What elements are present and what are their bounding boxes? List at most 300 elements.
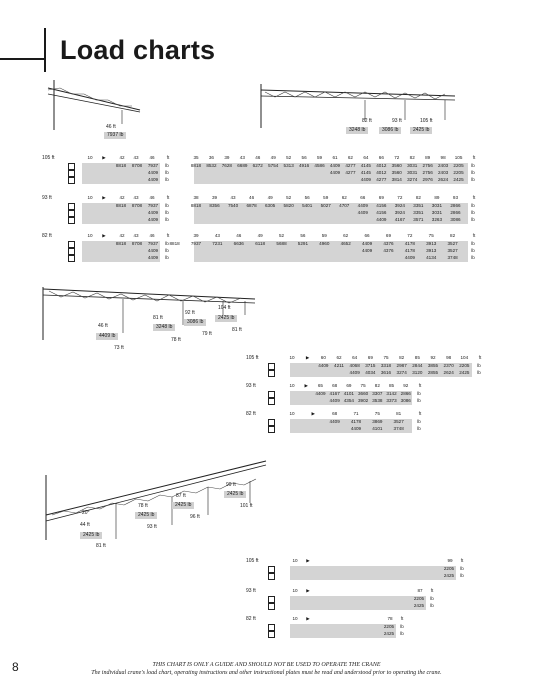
column-header: 64 [352,355,358,360]
page-number: 8 [12,660,19,674]
load-band [290,566,456,580]
load-value: 4376 [383,248,394,253]
unit: lb [165,163,169,168]
load-value: 4409 [318,363,329,368]
load-value: 2866 [450,210,461,215]
load-value: 8818 [169,241,180,246]
unit: lb [165,255,169,260]
load-tag: 2425 lb [224,491,246,498]
load-value: 4409 [329,398,340,403]
column-header: 82 [409,155,415,160]
column-header: ft [418,411,422,416]
load-value: 2866 [450,203,461,208]
radius-tag: 44 ft [80,522,90,528]
load-value: 3351 [413,210,424,215]
column-header: ▶ [102,233,106,238]
hook-block-icon [268,370,275,377]
load-value: 5688 [276,241,287,246]
jib-length: 82 ft [246,616,256,622]
column-header: ft [472,155,476,160]
radius-tag: 101 ft [240,503,253,509]
arrow-icon: ▶ [306,558,310,563]
load-value: 3855 [427,363,439,368]
load-value: 6272 [252,163,263,168]
load-value: 6878 [246,203,257,208]
hook-block-icon [268,573,275,580]
unit: lb [471,210,475,215]
load-value: 5754 [268,163,279,168]
load-value: 4034 [365,370,376,375]
column-header: 52 [286,195,292,200]
column-header: ▶ [304,383,308,388]
load-value: 4409 [357,210,368,215]
load-value: 4167 [394,217,405,222]
radius-tag: 78 ft [138,503,148,509]
hook-block-icon [268,596,275,603]
hook-block-icon [68,248,75,255]
jib-length: 105 ft [246,355,259,361]
radius-tag: 73 ft [114,345,124,351]
load-value: 7937 [147,241,159,246]
load-tag: 2425 lb [135,512,157,519]
load-value: 3142 [386,391,397,396]
column-header: ft [472,195,476,200]
load-value: 4409 [147,248,159,253]
column-header: ▶ [311,411,316,416]
radius-tag: 87 ft [176,493,186,499]
load-tag: 2425 lb [80,532,102,539]
load-value: 2855 [427,370,439,375]
column-header: 35 [193,155,199,160]
hook-block-icon [68,217,75,224]
column-header: 82 [374,383,380,388]
load-tag: 2425 lb [410,127,432,134]
column-header: 82 [415,195,421,200]
column-header: 59 [321,233,327,238]
hook-block-icon [268,363,275,370]
load-value: 4409 [315,391,326,396]
column-header: 92 [430,355,436,360]
column-header: 72 [397,195,403,200]
unit: lb [417,426,421,431]
column-header: ft [430,588,434,593]
column-header: 59 [323,195,329,200]
column-header: 49 [270,155,276,160]
column-header: 39 [224,155,230,160]
radius-tag: 93 ft [392,118,402,124]
load-value: 8532 [206,163,217,168]
disclaimer-text: The individual crane's load chart, operating instructions and other instructional plates must be read and understood prior to operating the crane. [91,670,442,676]
load-value: 5820 [283,203,294,208]
column-header: 60 [320,355,326,360]
column-header: 65 [317,383,323,388]
radius-tag: 81 ft [232,327,242,333]
column-header: 10 [289,411,295,416]
title-rule [0,58,44,60]
unit: lb [165,217,169,222]
load-value: 4409 [376,217,387,222]
load-value: 3869 [372,419,383,424]
column-header: 56 [300,233,306,238]
load-value: 4012 [376,163,387,168]
column-header: ▶ [305,355,310,360]
column-header: 71 [353,411,359,416]
load-value: 2987 [396,363,407,368]
load-value: 2205 [453,170,464,175]
column-header: 10 [289,383,295,388]
load-value: 4101 [372,426,383,431]
load-value: 3318 [380,363,392,368]
unit: lb [460,573,464,578]
load-value: 3913 [426,248,437,253]
unit: lb [471,163,475,168]
column-header: 59 [316,155,323,160]
load-value: 3351 [413,203,424,208]
load-value: 3086 [450,217,461,222]
load-value: 3031 [407,170,418,175]
load-value: 8708 [131,203,143,208]
load-value: 3263 [431,217,443,222]
column-header: 56 [304,195,310,200]
hook-block-icon [268,426,275,433]
column-header: 69 [367,355,373,360]
load-value: 4409 [147,255,159,260]
load-value: 4409 [329,163,341,168]
column-header: 10 [289,355,295,360]
load-value: 4101 [343,391,354,396]
column-header: ▶ [102,195,106,200]
load-tag: 3086 lb [379,127,401,134]
load-value: 3660 [357,391,369,396]
column-header: 75 [360,383,366,388]
radius-tag: 46 ft [106,124,116,130]
hook-block-icon [268,419,275,426]
load-value: 3274 [396,370,407,375]
load-value: 8356 [209,203,220,208]
load-value: 3031 [431,203,443,208]
load-value: 2403 [437,170,449,175]
load-value: 4156 [376,210,387,215]
column-header: 49 [267,195,273,200]
column-header: 69 [346,383,352,388]
column-header: 69 [378,195,384,200]
jib-length: 93 ft [42,195,52,201]
column-header: 68 [332,383,338,388]
load-value: 4409 [350,426,362,431]
hook-block-icon [268,566,275,573]
load-value: 4409 [349,370,360,375]
load-value: 4409 [329,419,340,424]
load-value: 6305 [265,203,276,208]
load-value: 4178 [404,241,415,246]
load-value: 7937 [147,203,159,208]
unit: lb [471,177,475,182]
column-header: ft [472,233,476,238]
column-header: 69 [385,233,392,238]
load-value: 3748 [393,426,404,431]
unit: lb [417,391,421,396]
column-header: ft [166,195,170,200]
column-header: 66 [360,195,366,200]
column-header: 93 [452,195,459,200]
load-value: 2205 [459,363,470,368]
load-tag: 3248 lb [346,127,368,134]
load-value: 8818 [190,203,202,208]
load-value: 3814 [391,177,402,182]
radius-tag: 104 ft [218,305,231,311]
load-value: 7540 [227,203,239,208]
unit: lb [165,177,169,182]
column-header: 10 [292,616,298,621]
hook-block-icon [268,391,275,398]
arrow-icon: ▶ [306,616,310,621]
load-value: 3274 [407,177,418,182]
load-value: 3616 [380,370,392,375]
load-value: 4145 [360,170,371,175]
column-header: ft [166,155,170,160]
radius-tag: 92 ft [185,310,195,316]
column-header: 82 [399,355,405,360]
load-value: 2844 [412,363,423,368]
unit: lb [471,203,475,208]
load-value: 4916 [298,163,310,168]
disclaimer-title: THIS CHART IS ONLY A GUIDE AND SHOULD NOT BE USED TO OPERATE THE CRANE [152,662,381,668]
column-header: ft [166,233,170,238]
unit: lb [460,566,464,571]
column-header: 49 [257,233,263,238]
load-value: 8818 [190,163,202,168]
column-header: 46 [255,155,261,160]
unit: lb [165,241,169,246]
column-header: 10 [87,195,93,200]
load-value: 8708 [131,241,143,246]
hook-block-icon [268,398,275,405]
column-header: 105 [454,155,463,160]
load-value: 3086 [400,398,411,403]
load-value: 8818 [115,203,127,208]
load-value: 4211 [334,363,344,368]
unit: lb [471,241,475,246]
column-header: 62 [336,355,342,360]
column-header: 43 [133,233,139,238]
column-header: 39 [211,195,218,200]
hook-block-icon [68,163,75,170]
column-header: 98 [440,155,446,160]
hook-block-icon [68,241,75,248]
column-header: ft [478,355,482,360]
load-value: 4012 [376,170,387,175]
column-header: 87 [417,588,423,593]
column-header: 66 [364,233,370,238]
load-value: 2403 [437,163,449,168]
load-band [290,596,426,610]
load-value: 2425 [453,177,464,182]
load-value: 2624 [443,370,454,375]
load-value: 8708 [131,163,143,168]
load-value: 5027 [320,203,331,208]
load-tag: 3086 lb [184,319,206,326]
column-header: 46 [236,233,242,238]
load-value: 3913 [426,241,437,246]
column-header: 39 [193,233,199,238]
load-value: 4156 [376,203,387,208]
unit: lb [471,170,475,175]
column-header: 46 [149,155,155,160]
load-value: 3527 [393,419,404,424]
column-header: 52 [278,233,285,238]
jib-length: 105 ft [246,558,259,564]
load-value: 4277 [345,170,356,175]
column-header: 52 [286,155,292,160]
column-header: 64 [363,155,369,160]
load-value: 6689 [237,163,248,168]
column-header: 99 [447,558,453,563]
jib-length: 82 ft [42,233,52,239]
jib-length: 105 ft [42,155,55,161]
jib-length: 93 ft [246,588,256,594]
column-header: 43 [214,233,220,238]
load-tag: 4409 lb [96,333,118,340]
column-header: 66 [378,155,384,160]
load-value: 3031 [431,210,443,215]
page-title: Load charts [60,35,216,65]
load-value: 6636 [233,241,244,246]
jib-length: 82 ft [246,411,256,417]
title-divider [44,28,46,72]
column-header: 46 [149,233,155,238]
column-header: 43 [239,155,245,160]
column-header: 75 [383,355,389,360]
unit: lb [471,255,475,260]
column-header: ft [400,616,404,621]
load-value: 3527 [447,248,458,253]
column-header: 89 [434,195,440,200]
column-header: 43 [230,195,236,200]
load-value: 2624 [437,177,449,182]
radius-tag: 82 ft [362,118,372,124]
load-value: 2205 [413,596,425,601]
load-value: 4277 [345,163,356,168]
load-value: 2866 [400,391,411,396]
load-value: 3120 [412,370,423,375]
load-value: 4707 [339,203,350,208]
hook-block-icon [268,631,275,638]
load-value: 4409 [360,177,371,182]
load-value: 5401 [302,203,313,208]
column-header: 62 [341,195,347,200]
column-header: ft [418,383,422,388]
column-header: 104 [460,355,469,360]
column-header: 43 [133,195,139,200]
load-value: 5291 [297,241,309,246]
unit: lb [165,170,169,175]
load-value: 3031 [407,163,418,168]
unit: lb [430,596,434,601]
hook-block-icon [68,177,75,184]
crane-diagram-steep [38,455,268,545]
load-tag: 7937 lb [104,132,126,139]
load-value: 4145 [360,163,371,168]
load-value: 4652 [340,241,351,246]
load-value: 3560 [391,163,402,168]
column-header: 46 [149,195,155,200]
load-value: 4409 [404,255,415,260]
load-value: 7231 [212,241,223,246]
column-header: 56 [301,155,307,160]
column-header: 43 [133,155,139,160]
column-header: 42 [119,233,125,238]
load-value: 8818 [115,241,127,246]
column-header: 62 [343,233,349,238]
load-value: 3902 [357,398,369,403]
column-header: 61 [332,155,338,160]
hook-block-icon [68,203,75,210]
load-value: 3748 [447,255,458,260]
load-value: 3307 [372,391,383,396]
load-value: 6118 [255,241,266,246]
load-value: 4409 [357,203,368,208]
load-value: 5313 [283,163,294,168]
load-value: 7937 [190,241,202,246]
column-header: 72 [407,233,413,238]
unit: lb [477,370,481,375]
radius-tag: 79 ft [202,331,212,337]
column-header: 10 [292,588,298,593]
disclaimer [0,661,533,677]
load-value: 2205 [383,624,395,629]
load-value: 3571 [413,217,424,222]
load-tag: 2425 lb [215,315,237,322]
load-value: 3715 [365,363,376,368]
column-header: 75 [428,233,434,238]
column-header: 78 [387,616,393,621]
load-value: 4376 [383,241,394,246]
arrow-icon: ▶ [306,588,310,593]
unit: lb [471,248,475,253]
radius-tag: 93 ft [147,524,157,530]
column-header: 81 [396,411,402,416]
column-header: 92 [403,383,409,388]
load-value: 2425 [459,370,470,375]
load-value: 3560 [391,170,402,175]
load-value: 2756 [422,170,433,175]
unit: lb [165,210,169,215]
column-header: 98 [446,355,452,360]
radius-tag: 78 ft [171,337,181,343]
column-header: 68 [332,411,338,416]
load-value: 4277 [376,177,387,182]
load-value: 4178 [350,419,362,424]
load-value: 2425 [383,631,395,636]
load-value: 4409 [147,210,159,215]
load-value: 4586 [314,163,325,168]
hook-block-icon [68,255,75,262]
column-header: 75 [374,411,380,416]
load-value: 3924 [394,210,405,215]
load-value: 3373 [386,398,397,403]
load-value: 2756 [422,163,433,168]
load-value: 4354 [343,398,354,403]
load-value: 2205 [453,163,464,168]
hook-block-icon [68,210,75,217]
angle-label: 20° [82,510,90,516]
radius-tag: 105 ft [420,118,433,124]
load-value: 4178 [404,248,415,253]
column-header: 82 [450,233,456,238]
column-header: 10 [292,558,298,563]
load-value: 4409 [147,217,159,222]
unit: lb [400,624,404,629]
